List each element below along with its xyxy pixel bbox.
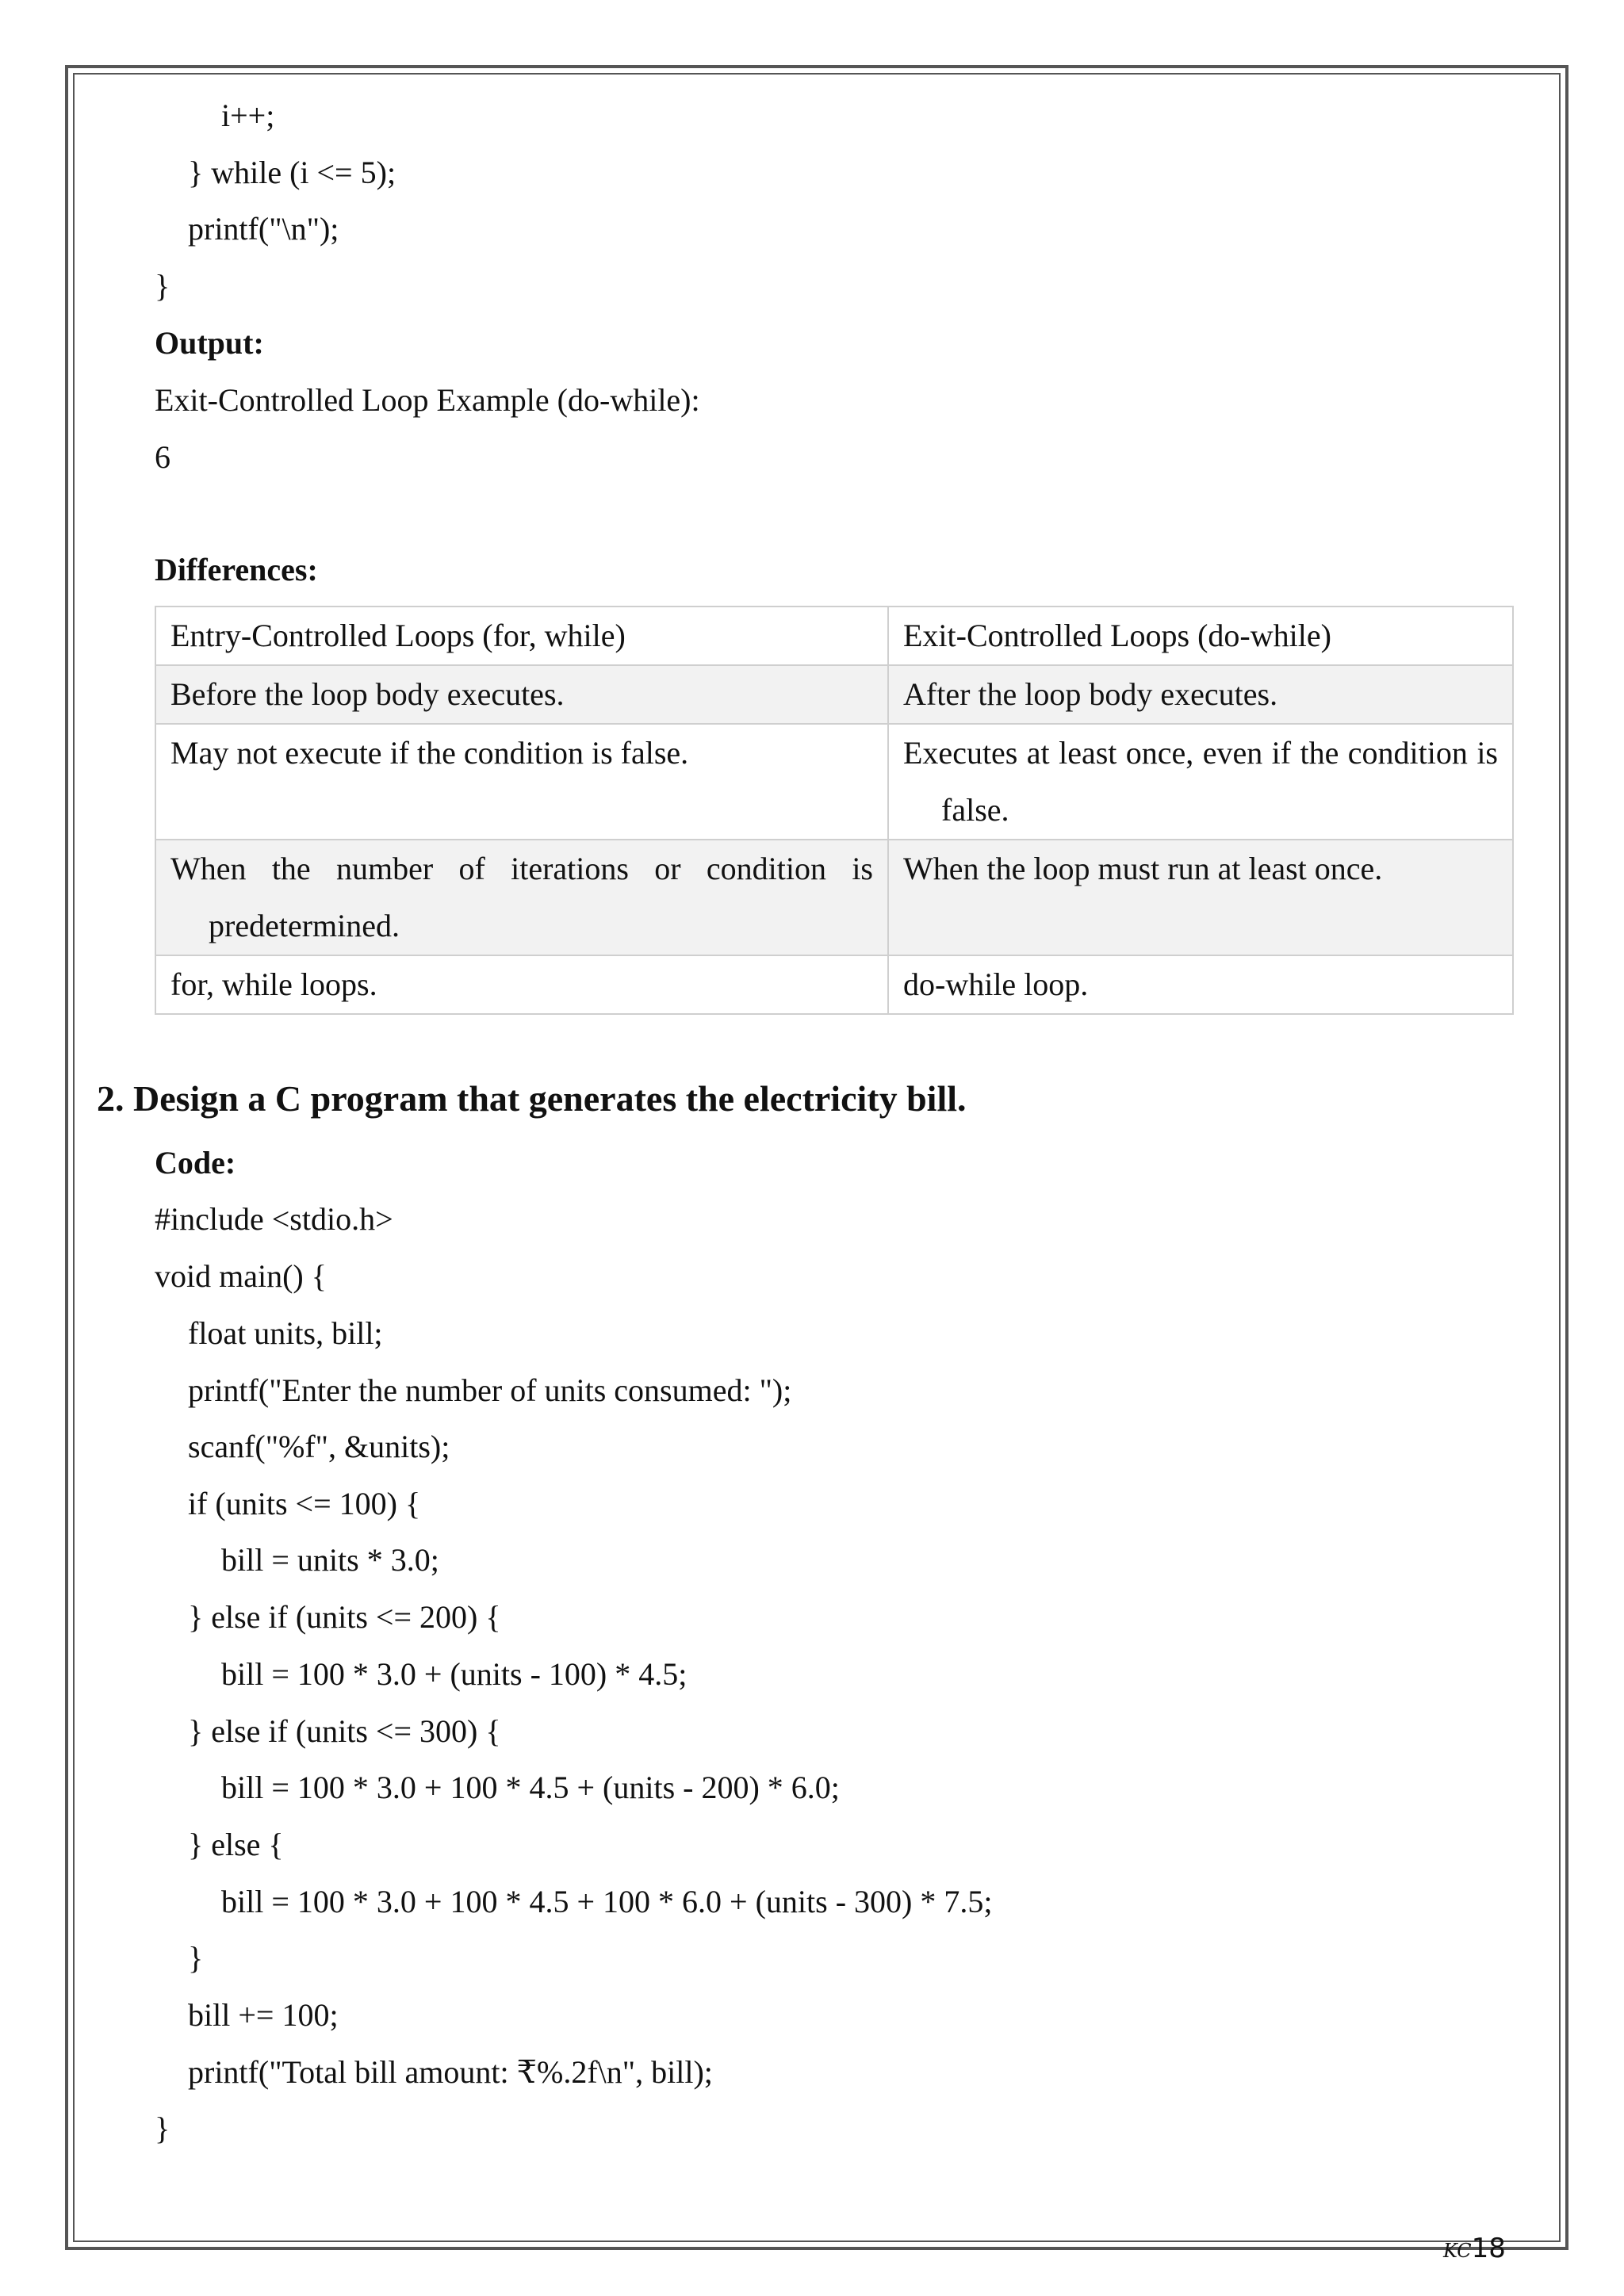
table-cell: When the loop must run at least once. — [888, 840, 1513, 955]
table-row — [155, 607, 1513, 665]
table-cell: When the number of iterations or condition is predetermined. — [155, 840, 888, 955]
code-line: printf("Total bill amount: ₹%.2f\n", bill); — [188, 2054, 713, 2090]
table-cell: for, while loops. — [155, 955, 888, 1014]
table-row — [155, 955, 1513, 1014]
code-line: scanf("%f", &units); — [188, 1429, 450, 1464]
code-line: bill = 100 * 3.0 + 100 * 4.5 + (units - 200) * 6.0; — [221, 1770, 840, 1805]
table-cell: Executes at least once, even if the condition is false. — [888, 724, 1513, 840]
code-line: bill = 100 * 3.0 + 100 * 4.5 + 100 * 6.0 + (units - 300) * 7.5; — [221, 1884, 993, 1919]
table-row — [155, 724, 1513, 840]
author-mark: KC — [1443, 2240, 1472, 2262]
table-cell: Before the loop body executes. — [155, 665, 888, 724]
page-number — [1443, 2233, 1506, 2267]
table-cell: Exit-Controlled Loops (do-while) — [888, 607, 1513, 665]
differences-table — [155, 606, 1514, 1015]
code-line: } while (i <= 5); — [188, 155, 396, 190]
table-cell: Entry-Controlled Loops (for, while) — [155, 607, 888, 665]
table-row — [155, 665, 1513, 724]
code-line: } else if (units <= 300) { — [188, 1713, 501, 1749]
code-line: bill += 100; — [188, 1997, 339, 2033]
code-line: bill = 100 * 3.0 + (units - 100) * 4.5; — [221, 1656, 688, 1692]
code-line: i++; — [221, 98, 275, 133]
code-line: if (units <= 100) { — [188, 1486, 421, 1521]
code-line: #include <stdio.h> — [155, 1201, 393, 1237]
code-line: float units, bill; — [188, 1315, 383, 1351]
output-line: 6 — [155, 439, 170, 475]
output-line: Exit-Controlled Loop Example (do-while): — [155, 382, 700, 418]
table-cell: After the loop body executes. — [888, 665, 1513, 724]
differences-label: Differences: — [155, 552, 318, 587]
code-line: void main() { — [155, 1258, 327, 1294]
section-heading: 2. Design a C program that generates the electricity bill. — [97, 1078, 967, 1119]
code-line: } — [155, 2110, 170, 2146]
page-number-value: 18 — [1471, 2233, 1506, 2264]
code-line: } — [155, 268, 170, 304]
table-cell: do-while loop. — [888, 955, 1513, 1014]
code-line: } else { — [188, 1827, 284, 1862]
code-line: } else if (units <= 200) { — [188, 1599, 501, 1635]
code-line: printf("\n"); — [188, 211, 339, 247]
code-line: bill = units * 3.0; — [221, 1542, 439, 1578]
code-label: Code: — [155, 1145, 236, 1181]
code-line: } — [188, 1940, 204, 1976]
output-label: Output: — [155, 325, 264, 361]
table-cell: May not execute if the condition is false. — [155, 724, 888, 840]
code-line: printf("Enter the number of units consumed: "); — [188, 1372, 792, 1408]
table-row — [155, 840, 1513, 955]
